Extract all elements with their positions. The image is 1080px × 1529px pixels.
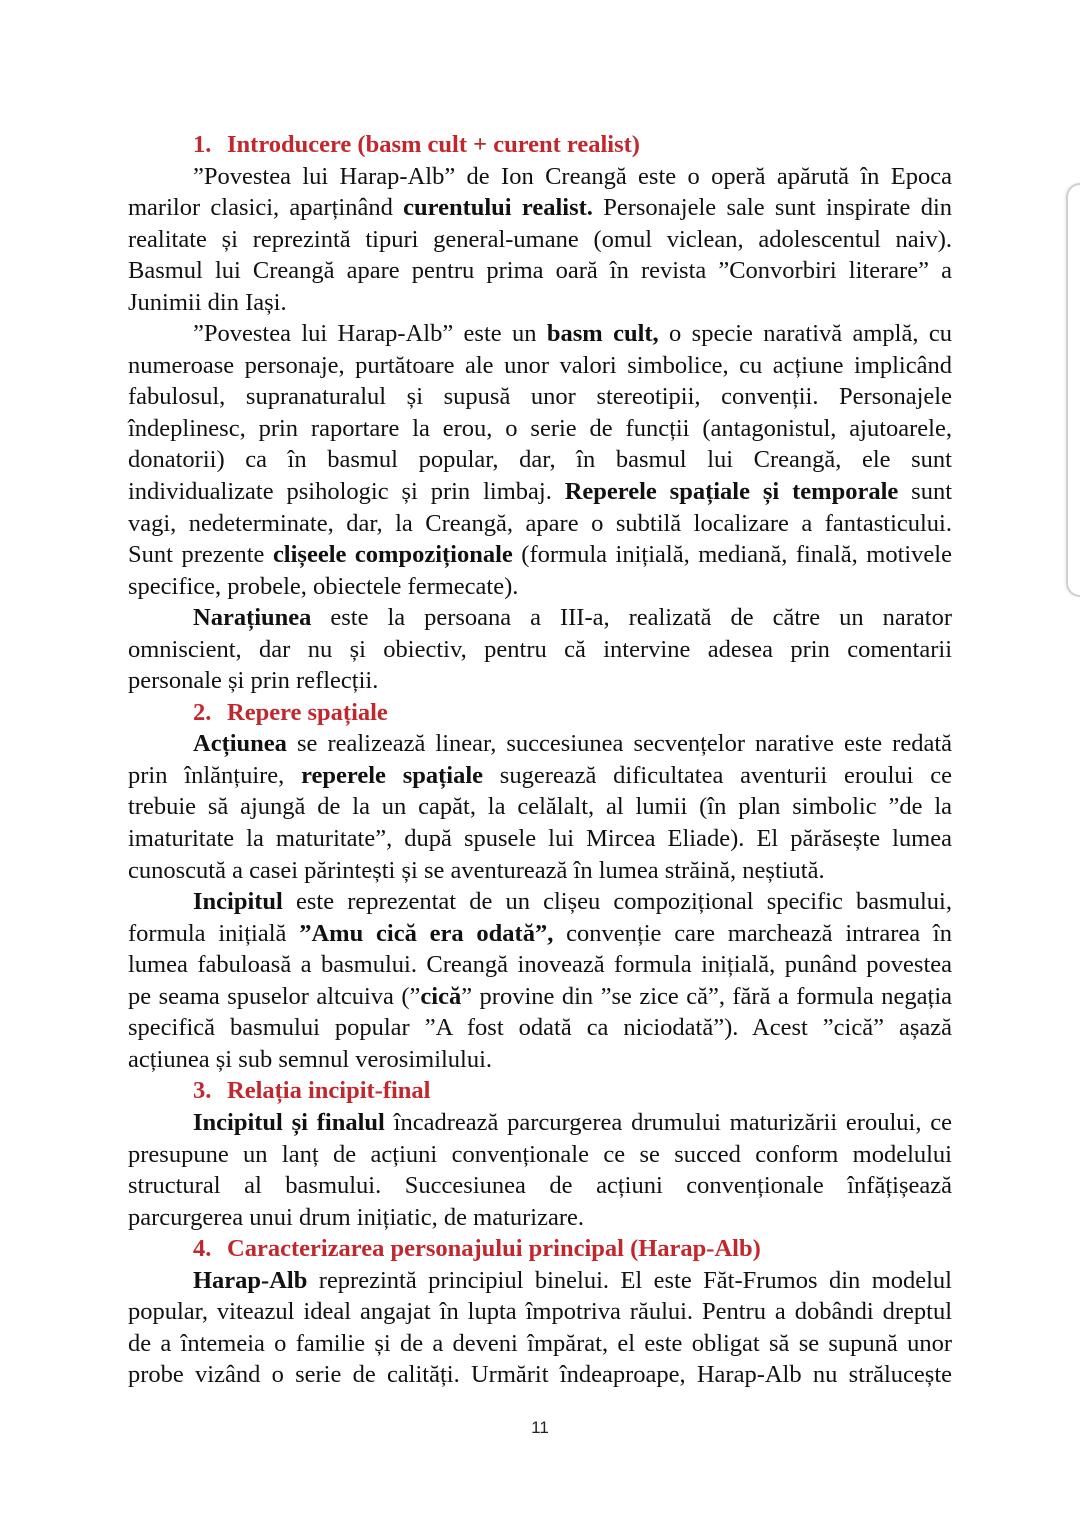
text-line [128, 444, 952, 476]
text-line [128, 571, 952, 603]
text-line [128, 1170, 952, 1202]
text-line [128, 634, 952, 666]
text-run: sunt [898, 478, 953, 506]
text-run: realitate și reprezintă tipuri general-umane (omul viclean, adolescentul naiv). [128, 225, 952, 253]
text-line [128, 823, 952, 855]
text-run: formula inițială [128, 919, 300, 947]
text-run: parcurgerea unui drum inițiatic, de maturizare. [128, 1203, 585, 1231]
text-line [128, 855, 952, 887]
bold-text: Narațiunea [193, 604, 312, 632]
text-line [128, 287, 952, 319]
text-run: pe seama spuselor altcuiva (” [128, 982, 421, 1010]
text-run: structural al basmului. Succesiunea de acțiuni convenționale înfățișează [128, 1172, 952, 1200]
text-run: Junimii din Iași. [128, 288, 287, 316]
text-run: Personajele sale sunt inspirate din [592, 194, 953, 222]
text-run: se realizează linear, succesiunea secvențelor narative este redată [286, 730, 952, 758]
paragraph [128, 886, 952, 1075]
text-run: de a întemeia o familie și de a deveni împărat, el este obligat să se supună unor [128, 1329, 952, 1357]
text-run: Sunt prezente [128, 541, 273, 569]
text-line [128, 476, 952, 508]
section-number: 4. [193, 1235, 212, 1263]
text-run: Basmul lui Creangă apare pentru prima oară în revista ”Convorbiri literare” a [128, 257, 952, 285]
bold-text: Reperele spațiale și temporale [564, 478, 899, 506]
bold-text: Incipitul [193, 888, 283, 916]
text-run: probe vizând o serie de calități. Urmărit îndeaproape, Harap-Alb nu strălucește [128, 1361, 952, 1389]
text-line [128, 508, 952, 540]
text-run: o specie narativă amplă, cu [658, 320, 952, 348]
text-run: convenție care marchează intrarea în [553, 919, 952, 947]
bold-text: clișeele compoziționale [272, 541, 513, 569]
text-line [128, 161, 952, 193]
text-run: omniscient, dar nu și obiectiv, pentru că intervine adesea prin comentarii [128, 635, 952, 663]
text-run: ”Povestea lui Harap-Alb” de Ion Creangă este o operă apărută în Epoca [193, 162, 952, 190]
text-run: prin înlănțuire, [128, 761, 302, 789]
page-number: 11 [531, 1418, 549, 1437]
text-run: ”Povestea lui Harap-Alb” este un [193, 320, 547, 348]
section-heading [128, 697, 952, 729]
text-run: trebuie să ajungă de la un capăt, la celălalt, al lumii (în plan simbolic ”de la [128, 793, 952, 821]
paragraph [128, 1265, 952, 1391]
text-line [128, 539, 952, 571]
text-line [128, 224, 952, 256]
text-run: reprezintă principiul binelui. El este Făt-Frumos din modelul [307, 1266, 952, 1294]
text-run: fabulosul, supranaturalul și supusă unor stereotipii, convenții. Personajele [128, 383, 952, 411]
text-run: personale și prin reflecții. [128, 667, 379, 695]
document-content [128, 129, 952, 1391]
text-run: individualizate psihologic și prin limbaj. [128, 478, 565, 506]
text-line [128, 728, 952, 760]
section-heading [128, 129, 952, 161]
text-run: este la persoana a III-a, realizată de către un narator [311, 604, 952, 632]
text-line [128, 381, 952, 413]
text-run: specifică basmului popular ”A fost odată ca niciodată”). Acest ”cică” așază [128, 1014, 952, 1042]
paragraph [128, 161, 952, 319]
section-heading [128, 1075, 952, 1107]
paragraph [128, 1107, 952, 1233]
bold-text: basm cult, [546, 320, 659, 348]
paragraph [128, 602, 952, 697]
text-line [128, 1107, 952, 1139]
text-run: donatorii) ca în basmul popular, dar, în basmul lui Creangă, ele sunt [128, 446, 952, 474]
text-run: (formula inițială, mediană, finală, motivele [512, 541, 952, 569]
text-line [128, 192, 952, 224]
text-run: specifice, probele, obiectele fermecate). [128, 572, 519, 600]
text-line [128, 949, 952, 981]
text-line [128, 886, 952, 918]
text-run: încadrează parcurgerea drumului maturizării eroului, ce [384, 1108, 952, 1136]
text-run: marilor clasici, aparținând [128, 194, 404, 222]
section-title: Introducere (basm cult + curent realist) [227, 131, 640, 158]
text-line [128, 1265, 952, 1297]
text-line [128, 760, 952, 792]
bold-text: reperele spațiale [301, 761, 483, 789]
bold-text: Incipitul și finalul [193, 1108, 385, 1136]
section-number: 2. [193, 698, 212, 726]
text-line [128, 1044, 952, 1076]
text-run: imaturitate la maturitate”, după spusele lui Mircea Eliade). El părăsește lumea [128, 825, 952, 853]
section-title: Repere spațiale [227, 698, 388, 726]
text-line [128, 1296, 952, 1328]
text-line [128, 1139, 952, 1171]
bold-text: Acțiunea [193, 730, 287, 758]
bold-text: Harap-Alb [193, 1266, 308, 1294]
section-number: 1. [193, 131, 212, 158]
bold-text: curentului realist. [403, 194, 593, 222]
text-run: popular, viteazul ideal angajat în lupta împotriva răului. Pentru a dobândi dreptul [128, 1298, 952, 1326]
text-line [128, 602, 952, 634]
text-line [128, 791, 952, 823]
text-line [128, 665, 952, 697]
section-title: Caracterizarea personajului principal (Harap-Alb) [227, 1235, 761, 1263]
text-run: acțiunea și sub semnul verosimilului. [128, 1045, 493, 1073]
text-run: presupune un lanț de acțiuni convenționale ce se succed conform modelului [128, 1140, 952, 1168]
bold-text: ”Amu cică era odată”, [299, 919, 554, 947]
text-line [128, 1202, 952, 1234]
section-number: 3. [193, 1077, 212, 1105]
text-line [128, 1012, 952, 1044]
text-run: lumea fabuloasă a basmului. Creangă inovează formula inițială, punând povestea [128, 951, 952, 979]
text-run: ” provine din ”se zice că”, fără a formula negația [461, 982, 952, 1010]
text-run: cunoscută a casei părintești și se aventurează în lumea străină, neștiută. [128, 856, 825, 884]
text-run: este reprezentat de un clișeu compozițional specific basmului, [282, 888, 952, 916]
bold-text: cică [420, 982, 462, 1010]
text-line [128, 1359, 952, 1391]
text-run: îndeplinesc, prin raportare la erou, o serie de funcții (antagonistul, ajutoarele, [128, 414, 952, 442]
section-title: Relația incipit-final [227, 1077, 431, 1105]
text-run: sugerează dificultatea aventurii eroului ce [483, 761, 952, 789]
section-heading [128, 1233, 952, 1265]
text-line [128, 350, 952, 382]
scroll-handle[interactable] [1066, 183, 1080, 597]
text-line [128, 255, 952, 287]
text-run: numeroase personaje, purtătoare ale unor valori simbolice, cu acțiune implicând [128, 351, 952, 379]
text-line [128, 413, 952, 445]
text-run: vagi, nedeterminate, dar, la Creangă, apare o subtilă localizare a fantasticului. [128, 509, 952, 537]
paragraph [128, 318, 952, 602]
paragraph [128, 728, 952, 886]
text-line [128, 918, 952, 950]
text-line [128, 318, 952, 350]
text-line [128, 981, 952, 1013]
text-line [128, 1328, 952, 1360]
